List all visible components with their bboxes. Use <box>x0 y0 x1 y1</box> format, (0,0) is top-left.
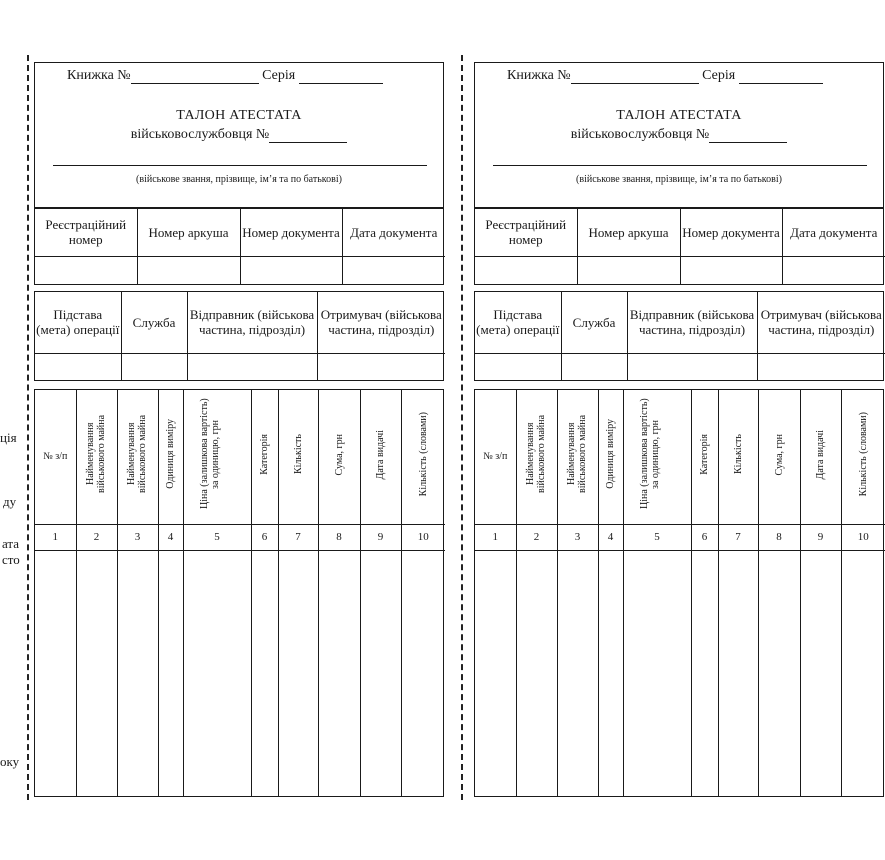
column-number: 8 <box>758 524 800 550</box>
operation-table <box>34 291 444 381</box>
column-number: 5 <box>623 524 691 550</box>
sender-cell[interactable] <box>187 353 317 380</box>
operation-table-copy <box>474 291 884 381</box>
header-service: Служба <box>121 292 187 353</box>
header-sheet-number: Номер аркуша <box>137 209 240 256</box>
header-issue-date: Дата видачі <box>375 429 386 479</box>
talon-title: ТАЛОН АТЕСТАТА <box>176 108 302 123</box>
header-unit-price: Ціна (залишкова вартість) за одиницю, грн <box>199 398 221 510</box>
entry-cell[interactable] <box>800 550 841 796</box>
talon-header-box-copy <box>474 62 884 208</box>
column-number: 1 <box>475 524 516 550</box>
header-sender: Відправник (військова частина, підрозділ) <box>187 292 317 353</box>
column-number: 6 <box>691 524 718 550</box>
entry-cell[interactable] <box>278 550 318 796</box>
header-recipient: Отримувач (військова частина, підрозділ) <box>757 292 885 353</box>
cut-line-middle <box>461 55 463 800</box>
entry-cell[interactable] <box>718 550 758 796</box>
entry-cell[interactable] <box>35 550 76 796</box>
entry-cell[interactable] <box>598 550 623 796</box>
operation-basis-cell[interactable] <box>35 353 121 380</box>
rank-name-caption: (військове звання, прізвище, ім’я та по батькові) <box>136 174 342 185</box>
header-document-number: Номер документа <box>240 209 342 256</box>
entry-cell[interactable] <box>758 550 800 796</box>
registration-number-cell[interactable] <box>35 256 137 284</box>
book-number-field[interactable] <box>131 69 259 84</box>
column-number: 3 <box>557 524 598 550</box>
entry-cell[interactable] <box>318 550 360 796</box>
edge-text: сто <box>2 552 20 567</box>
header-operation-basis: Підстава (мета) операції <box>35 292 121 353</box>
subtitle-label: військовослужбовця № <box>570 127 710 142</box>
serviceman-number-field[interactable] <box>269 128 347 143</box>
talon-title: ТАЛОН АТЕСТАТА <box>616 108 742 123</box>
column-number: 9 <box>800 524 841 550</box>
document-date-cell[interactable] <box>782 256 885 284</box>
entry-cell[interactable] <box>516 550 557 796</box>
series-field[interactable] <box>739 69 823 84</box>
header-recipient: Отримувач (військова частина, підрозділ) <box>317 292 445 353</box>
header-unit: Одиниця виміру <box>605 419 616 490</box>
entry-cell[interactable] <box>76 550 117 796</box>
entry-cell[interactable] <box>623 550 691 796</box>
header-issue-date: Дата видачі <box>815 429 826 479</box>
edge-text: ція <box>0 430 17 445</box>
recipient-cell[interactable] <box>757 353 885 380</box>
serviceman-number-field[interactable] <box>709 128 787 143</box>
column-number: 7 <box>718 524 758 550</box>
entry-cell[interactable] <box>401 550 445 796</box>
header-sum: Сума, грн <box>333 433 345 475</box>
header-quantity-words: Кількість (словами) <box>417 412 429 497</box>
header-category: Категорія <box>699 433 710 475</box>
header-category: Категорія <box>259 433 270 475</box>
sheet-number-cell[interactable] <box>137 256 240 284</box>
entry-cell[interactable] <box>251 550 278 796</box>
talon-subtitle <box>475 127 883 143</box>
property-table <box>34 389 444 797</box>
column-number: 10 <box>841 524 885 550</box>
entry-cell[interactable] <box>117 550 158 796</box>
recipient-cell[interactable] <box>317 353 445 380</box>
header-property-name-2: Найменування військового майна <box>125 415 148 494</box>
column-number: 5 <box>183 524 251 550</box>
header-property-name: Найменування військового майна <box>84 415 107 494</box>
header-quantity: Кількість <box>292 434 304 475</box>
document-number-cell[interactable] <box>680 256 782 284</box>
header-sender: Відправник (військова частина, підрозділ) <box>627 292 757 353</box>
column-number: 1 <box>35 524 76 550</box>
header-unit: Одиниця виміру <box>165 419 176 490</box>
header-row-number: № з/п <box>35 390 76 524</box>
header-registration-number: Реєстраційний номер <box>35 209 137 256</box>
header-quantity: Кількість <box>732 434 744 475</box>
document-date-cell[interactable] <box>342 256 445 284</box>
column-number: 6 <box>251 524 278 550</box>
header-sum: Сума, грн <box>773 433 785 475</box>
document-number-cell[interactable] <box>240 256 342 284</box>
header-quantity-words: Кількість (словами) <box>857 412 869 497</box>
series-label: Серія <box>262 68 296 83</box>
entry-cell[interactable] <box>183 550 251 796</box>
header-property-name-2: Найменування військового майна <box>565 415 588 494</box>
book-line <box>507 68 823 84</box>
column-number: 4 <box>598 524 623 550</box>
book-number-label: Книжка № <box>67 68 131 83</box>
edge-text: ду <box>3 494 17 509</box>
rank-name-caption: (військове звання, прізвище, ім’я та по батькові) <box>576 174 782 185</box>
registration-table-copy <box>474 208 884 285</box>
cut-line-left <box>27 55 29 800</box>
book-number-label: Книжка № <box>507 68 571 83</box>
entry-cell[interactable] <box>475 550 516 796</box>
header-operation-basis: Підстава (мета) операції <box>475 292 561 353</box>
registration-table <box>34 208 444 285</box>
header-document-number: Номер документа <box>680 209 782 256</box>
sheet-number-cell[interactable] <box>577 256 680 284</box>
header-registration-number: Реєстраційний номер <box>475 209 577 256</box>
column-number: 2 <box>516 524 557 550</box>
service-cell[interactable] <box>561 353 627 380</box>
header-sheet-number: Номер аркуша <box>577 209 680 256</box>
rank-name-field[interactable] <box>493 165 867 166</box>
column-number: 3 <box>117 524 158 550</box>
book-number-field[interactable] <box>571 69 699 84</box>
entry-cell[interactable] <box>158 550 183 796</box>
property-table-copy <box>474 389 884 797</box>
talon-header-box <box>34 62 444 208</box>
header-document-date: Дата документа <box>782 209 885 256</box>
operation-basis-cell[interactable] <box>475 353 561 380</box>
series-field[interactable] <box>299 69 383 84</box>
column-number: 2 <box>76 524 117 550</box>
header-property-name: Найменування військового майна <box>524 415 547 494</box>
column-number: 7 <box>278 524 318 550</box>
entry-cell[interactable] <box>841 550 885 796</box>
book-line <box>67 68 383 84</box>
edge-text: ата <box>2 536 20 551</box>
header-unit-price: Ціна (залишкова вартість) за одиницю, грн <box>639 398 661 510</box>
header-document-date: Дата документа <box>342 209 445 256</box>
series-label: Серія <box>702 68 736 83</box>
subtitle-label: військовослужбовця № <box>130 127 270 142</box>
column-number: 4 <box>158 524 183 550</box>
rank-name-field[interactable] <box>53 165 427 166</box>
sender-cell[interactable] <box>627 353 757 380</box>
talon-subtitle <box>35 127 443 143</box>
column-number: 10 <box>401 524 445 550</box>
header-service: Служба <box>561 292 627 353</box>
edge-text: оку <box>0 754 20 769</box>
entry-cell[interactable] <box>691 550 718 796</box>
header-row-number: № з/п <box>475 390 516 524</box>
entry-cell[interactable] <box>360 550 401 796</box>
service-cell[interactable] <box>121 353 187 380</box>
column-number: 9 <box>360 524 401 550</box>
column-number: 8 <box>318 524 360 550</box>
registration-number-cell[interactable] <box>475 256 577 284</box>
entry-cell[interactable] <box>557 550 598 796</box>
